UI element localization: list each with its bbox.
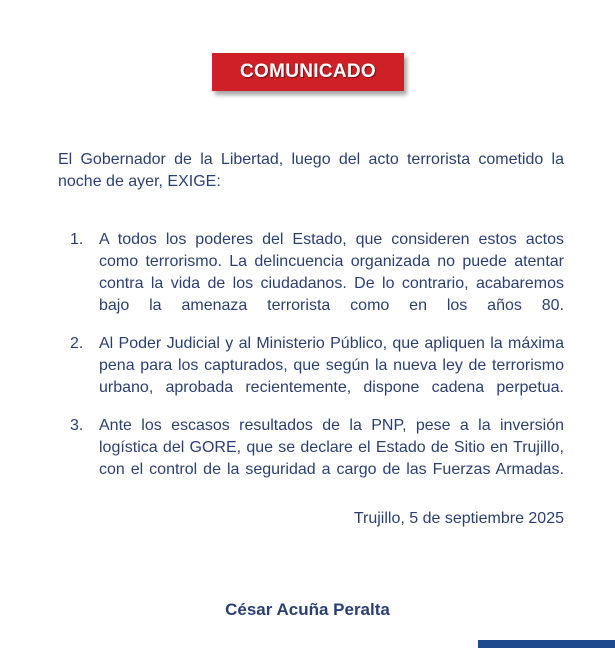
demand-item	[70, 333, 564, 399]
signature-name: César Acuña Peralta	[225, 600, 390, 619]
demand-text: Ante los escasos resultados de la PNP, pese a la inversión logística del GORE, que se declare el Estado de Sitio en Trujillo, con el control de la seguridad a cargo de las Fuerzas Armadas.	[99, 417, 564, 478]
demand-item	[70, 229, 564, 317]
demand-number: 2.	[70, 335, 84, 352]
comunicado-banner	[212, 53, 404, 91]
demands-list	[70, 229, 564, 481]
demand-number: 3.	[70, 417, 84, 434]
banner-title: COMUNICADO	[240, 61, 376, 82]
intro-paragraph: El Gobernador de la Libertad, luego del acto terrorista cometido la noche de ayer, EXIGE:	[58, 151, 564, 190]
demand-text: A todos los poderes del Estado, que consideren estos actos como terrorismo. La delincuencia organizada no puede atentar contra la vida de los ciudadanos. De lo contrario, acabaremos bajo la amenaza terrorista como en los años 80.	[99, 231, 564, 314]
demand-text: Al Poder Judicial y al Ministerio Público, que apliquen la máxima pena para los capturados, que según la nueva ley de terrorismo urbano, aprobada recientemente, dispone cadena perpetua.	[99, 335, 564, 396]
demand-item	[70, 415, 564, 481]
demand-number: 1.	[70, 231, 84, 248]
place-date: Trujillo, 5 de septiembre 2025	[353, 510, 564, 527]
corner-accent-bar	[478, 640, 615, 648]
